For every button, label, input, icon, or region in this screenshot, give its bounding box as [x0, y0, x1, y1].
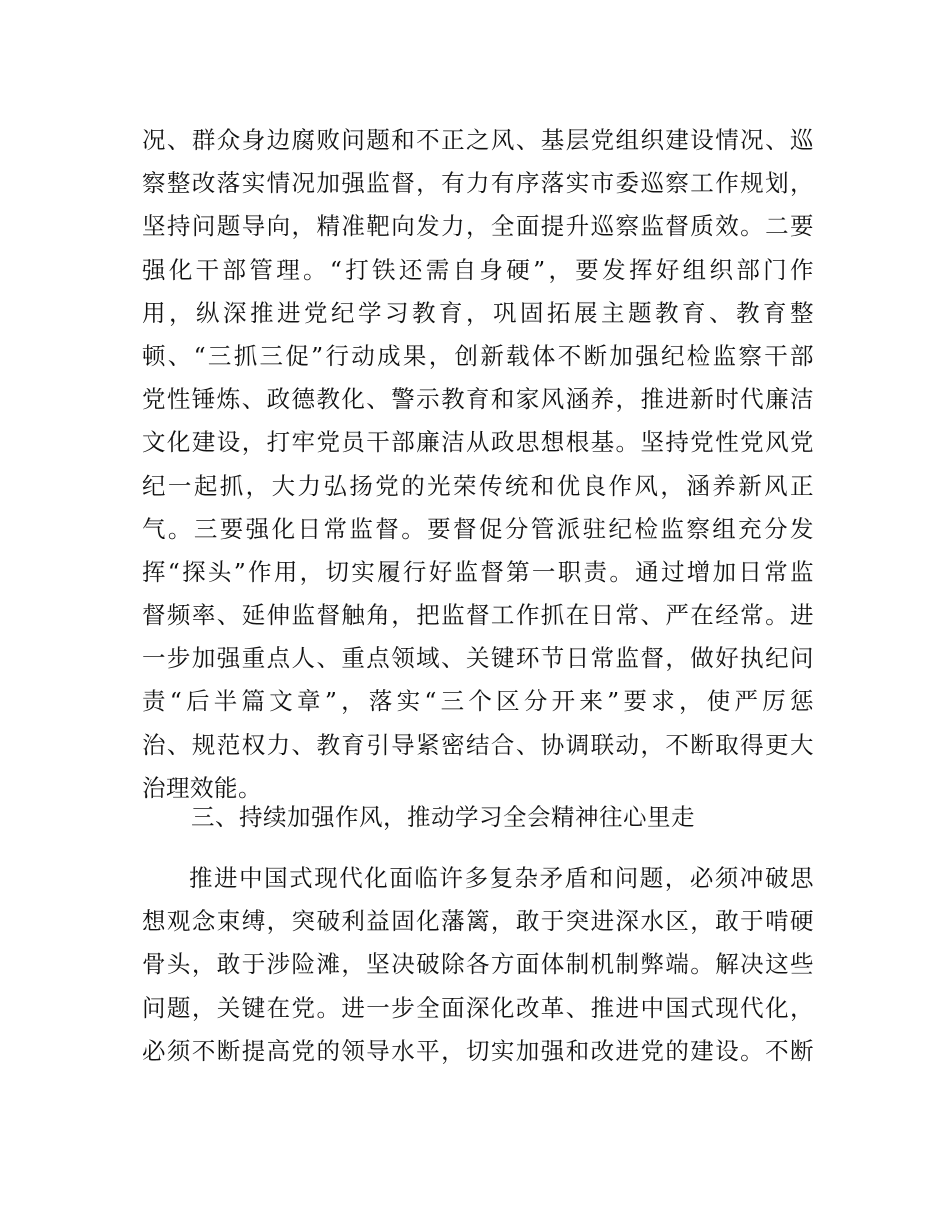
paragraph-line: 治、规范权力、教育引导紧密结合、协调联动，不断取得更大 [142, 730, 814, 759]
paragraph-line: 治理效能。 [142, 773, 262, 802]
paragraph-line: 骨头，敢于涉险滩，坚决破除各方面体制机制弊端。解决这些 [142, 950, 814, 979]
paragraph-line: 文化建设，打牢党员干部廉洁从政思想根基。坚持党性党风党 [142, 428, 814, 457]
paragraph-line: 党性锤炼、政德教化、警示教育和家风涵养，推进新时代廉洁 [142, 385, 814, 414]
paragraph-line: 推进中国式现代化面临许多复杂矛盾和问题，必须冲破思 [189, 864, 814, 892]
section-heading-block [142, 796, 814, 839]
paragraph-line: 气。三要强化日常监督。要督促分管派驻纪检监察组充分发 [142, 514, 814, 543]
paragraph-line: 况、群众身边腐败问题和不正之风、基层党组织建设情况、巡 [142, 126, 814, 154]
paragraph-line: 必须不断提高党的领导水平，切实加强和改进党的建设。不断 [142, 1036, 814, 1065]
paragraph-line: 挥“探头”作用，切实履行好监督第一职责。通过增加日常监 [142, 557, 814, 586]
paragraph-line: 问题，关键在党。进一步全面深化改革、推进中国式现代化， [142, 993, 814, 1022]
paragraph-line: 责“后半篇文章”，落实“三个区分开来”要求，使严厉惩 [142, 687, 814, 716]
paragraph-line: 强化干部管理。“打铁还需自身硬”，要发挥好组织部门作 [142, 255, 814, 284]
paragraph-line: 督频率、延伸监督触角，把监督工作抓在日常、严在经常。进 [142, 601, 814, 630]
paragraph-line: 察整改落实情况加强监督，有力有序落实市委巡察工作规划， [142, 169, 814, 198]
paragraph-line: 一步加强重点人、重点领域、关键环节日常监督，做好执纪问 [142, 644, 814, 673]
paragraph-line: 顿、“三抓三促”行动成果，创新载体不断加强纪检监察干部 [142, 341, 814, 370]
paragraph-line: 用，纵深推进党纪学习教育，巩固拓展主题教育、教育整 [142, 298, 814, 327]
paragraph-line: 纪一起抓，大力弘扬党的光荣传统和优良作风，涵养新风正 [142, 471, 814, 500]
paragraph-new [142, 857, 814, 1073]
section-heading: 三、持续加强作风，推动学习全会精神往心里走 [191, 803, 695, 831]
paragraph-continued [142, 119, 814, 810]
paragraph-line: 想观念束缚，突破利益固化藩篱，敢于突进深水区，敢于啃硬 [142, 907, 814, 936]
paragraph-line: 坚持问题导向，精准靶向发力，全面提升巡察监督质效。二要 [142, 212, 814, 241]
